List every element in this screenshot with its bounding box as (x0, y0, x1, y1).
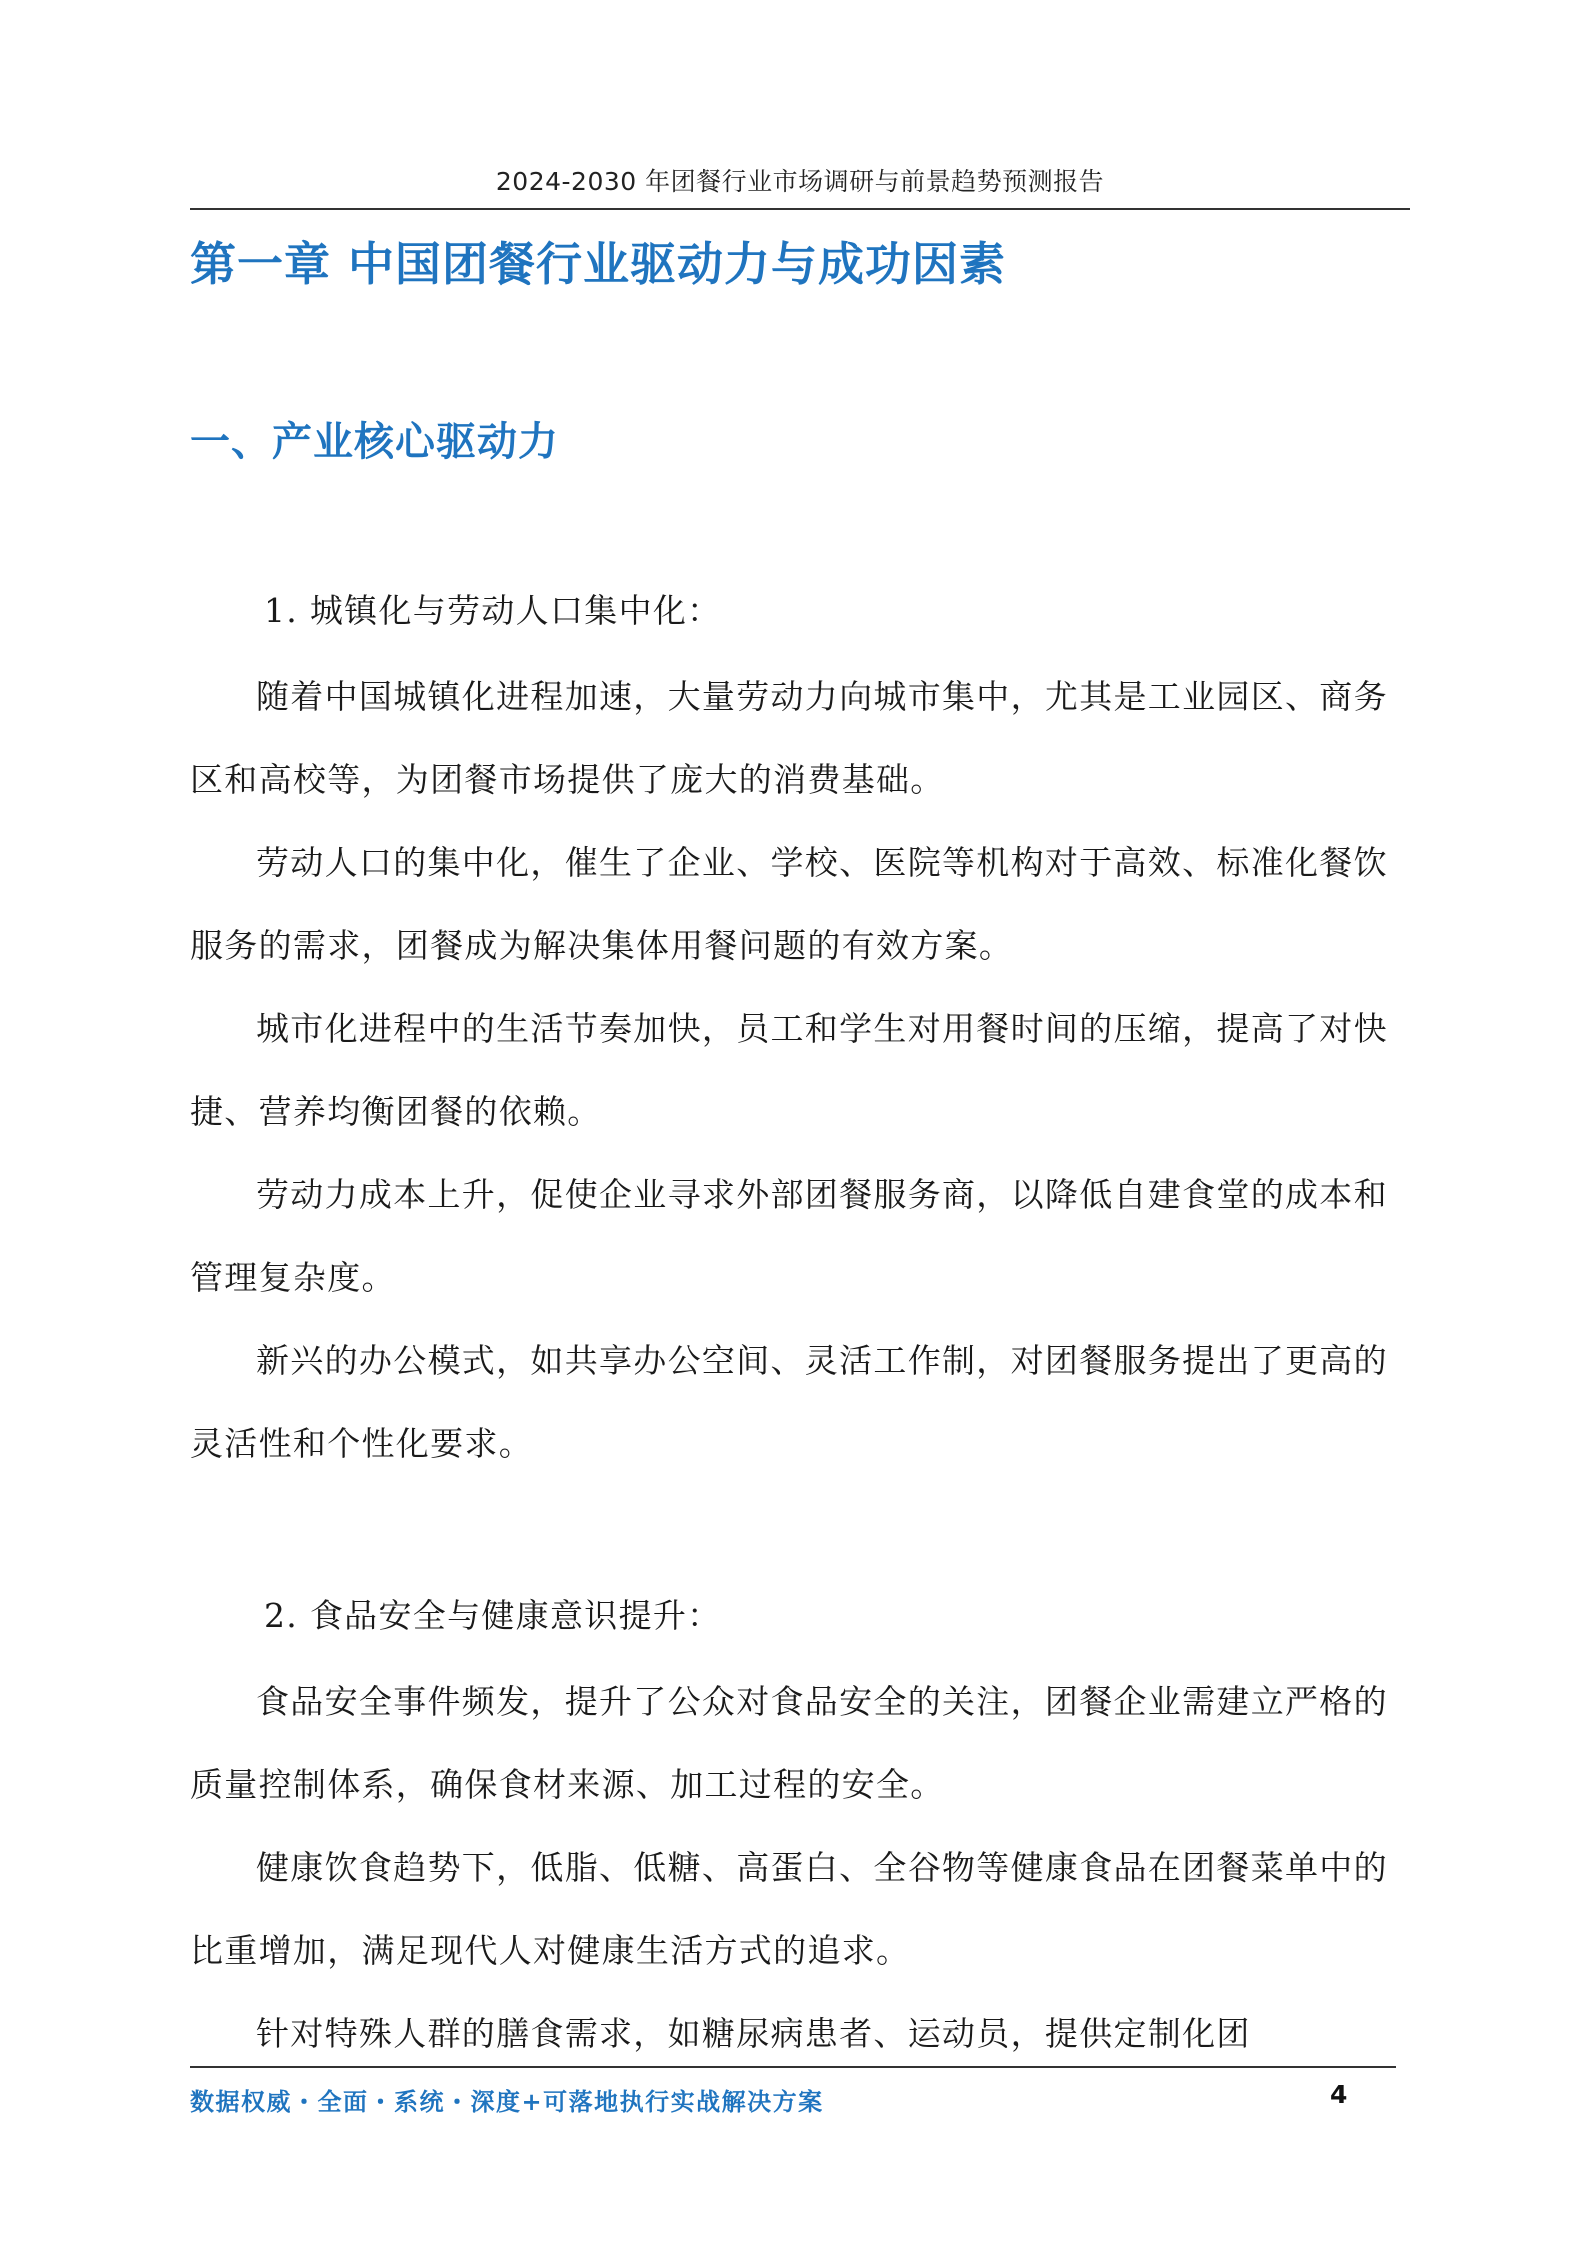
header-divider (190, 208, 1410, 210)
subsection-heading: 1. 城镇化与劳动人口集中化： (264, 591, 722, 630)
paragraph: 健康饮食趋势下，低脂、低糖、高蛋白、全谷物等健康食品在团餐菜单中的比重增加，满足现代人对健康生活方式的追求。 (190, 1848, 1388, 1970)
chapter-title: 第一章 中国团餐行业驱动力与成功因素 (190, 237, 1007, 291)
paragraph: 随着中国城镇化进程加速，大量劳动力向城市集中，尤其是工业园区、商务区和高校等，为团餐市场提供了庞大的消费基础。 (190, 677, 1388, 799)
running-header: 2024-2030 年团餐行业市场调研与前景趋势预测报告 (495, 167, 1105, 196)
paragraph: 城市化进程中的生活节奏加快，员工和学生对用餐时间的压缩，提高了对快捷、营养均衡团餐的依赖。 (190, 1009, 1388, 1131)
subsection-body (190, 1660, 1410, 2075)
footer-divider (190, 2066, 1396, 2068)
paragraph: 新兴的办公模式，如共享办公空间、灵活工作制，对团餐服务提出了更高的灵活性和个性化要求。 (190, 1341, 1388, 1463)
section-title: 一、产业核心驱动力 (190, 419, 559, 465)
paragraph: 劳动人口的集中化，催生了企业、学校、医院等机构对于高效、标准化餐饮服务的需求，团餐成为解决集体用餐问题的有效方案。 (190, 843, 1388, 965)
paragraph: 食品安全事件频发，提升了公众对食品安全的关注，团餐企业需建立严格的质量控制体系，确保食材来源、加工过程的安全。 (190, 1682, 1388, 1804)
page-number: 4 (1330, 2080, 1348, 2109)
footer-tagline: 数据权威・全面・系统・深度+可落地执行实战解决方案 (190, 2087, 824, 2116)
subsection-body (190, 655, 1410, 1485)
subsection-heading: 2. 食品安全与健康意识提升： (264, 1596, 722, 1635)
paragraph: 针对特殊人群的膳食需求，如糖尿病患者、运动员，提供定制化团 (256, 2014, 1251, 2053)
paragraph: 劳动力成本上升，促使企业寻求外部团餐服务商，以降低自建食堂的成本和管理复杂度。 (190, 1175, 1388, 1297)
